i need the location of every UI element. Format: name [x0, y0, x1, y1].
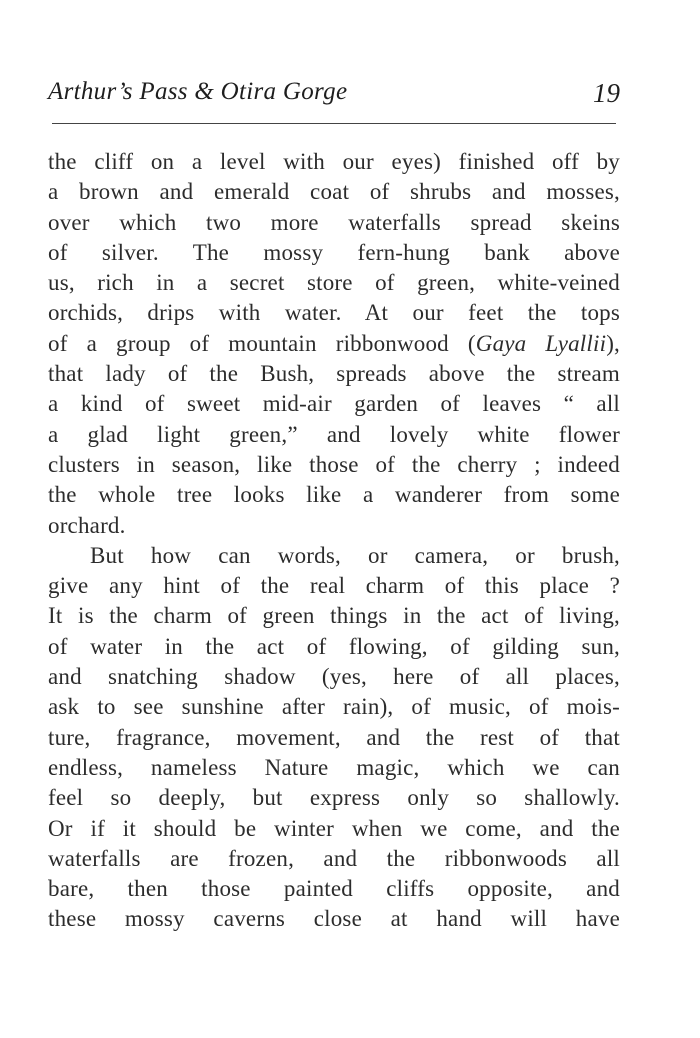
page-number: 19	[593, 78, 620, 108]
text-line-11: clusters in season, like those of the cherry ; indeed	[48, 451, 620, 477]
text-line-7-end: ),	[606, 330, 620, 356]
species-name: Gaya Lyallii	[475, 330, 607, 356]
page-header	[48, 78, 620, 114]
text-line-12: the whole tree looks like a wanderer from some	[48, 482, 620, 508]
text-line-10: a glad light green,” and lovely white flower	[48, 421, 620, 447]
running-title: Arthur’s Pass & Otira Gorge	[48, 78, 348, 105]
text-line-19: ask to see sunshine after rain), of music, of mois-	[48, 694, 620, 720]
text-line-26: these mossy caverns close at hand will have	[48, 906, 620, 932]
text-line-4: of silver. The mossy fern-hung bank above	[48, 239, 620, 265]
text-line-9: a kind of sweet mid-air garden of leaves “ all	[48, 391, 620, 417]
text-line-7	[48, 329, 620, 359]
text-line-1: the cliff on a level with our eyes) finished off by	[48, 149, 620, 174]
text-line-24: waterfalls are frozen, and the ribbonwoods all	[48, 845, 620, 871]
text-line-5: us, rich in a secret store of green, white-veined	[48, 270, 620, 296]
text-line-13: orchard.	[48, 512, 126, 538]
text-line-8: that lady of the Bush, spreads above the stream	[48, 361, 620, 387]
header-rule	[52, 123, 616, 124]
text-line-16: It is the charm of green things in the act of living,	[48, 603, 620, 629]
text-line-25: bare, then those painted cliffs opposite, and	[48, 876, 620, 902]
text-line-17: of water in the act of flowing, of gilding sun,	[48, 633, 620, 659]
text-line-3: over which two more waterfalls spread skeins	[48, 209, 620, 235]
text-line-18: and snatching shadow (yes, here of all places,	[48, 664, 620, 690]
text-line-6: orchids, drips with water. At our feet the tops	[48, 300, 620, 326]
text-line-14: But how can words, or camera, or brush,	[90, 542, 620, 568]
text-line-23: Or if it should be winter when we come, and the	[48, 815, 620, 841]
text-line-15: give any hint of the real charm of this place ?	[48, 573, 620, 599]
text-line-7-start: of a group of mountain ribbonwood (	[48, 330, 476, 356]
text-line-2: a brown and emerald coat of shrubs and mosses,	[48, 179, 620, 205]
text-line-21: endless, nameless Nature magic, which we can	[48, 754, 620, 780]
text-line-22: feel so deeply, but express only so shallowly.	[48, 785, 620, 811]
text-line-20: ture, fragrance, movement, and the rest of that	[48, 724, 620, 750]
body-text	[48, 147, 620, 935]
